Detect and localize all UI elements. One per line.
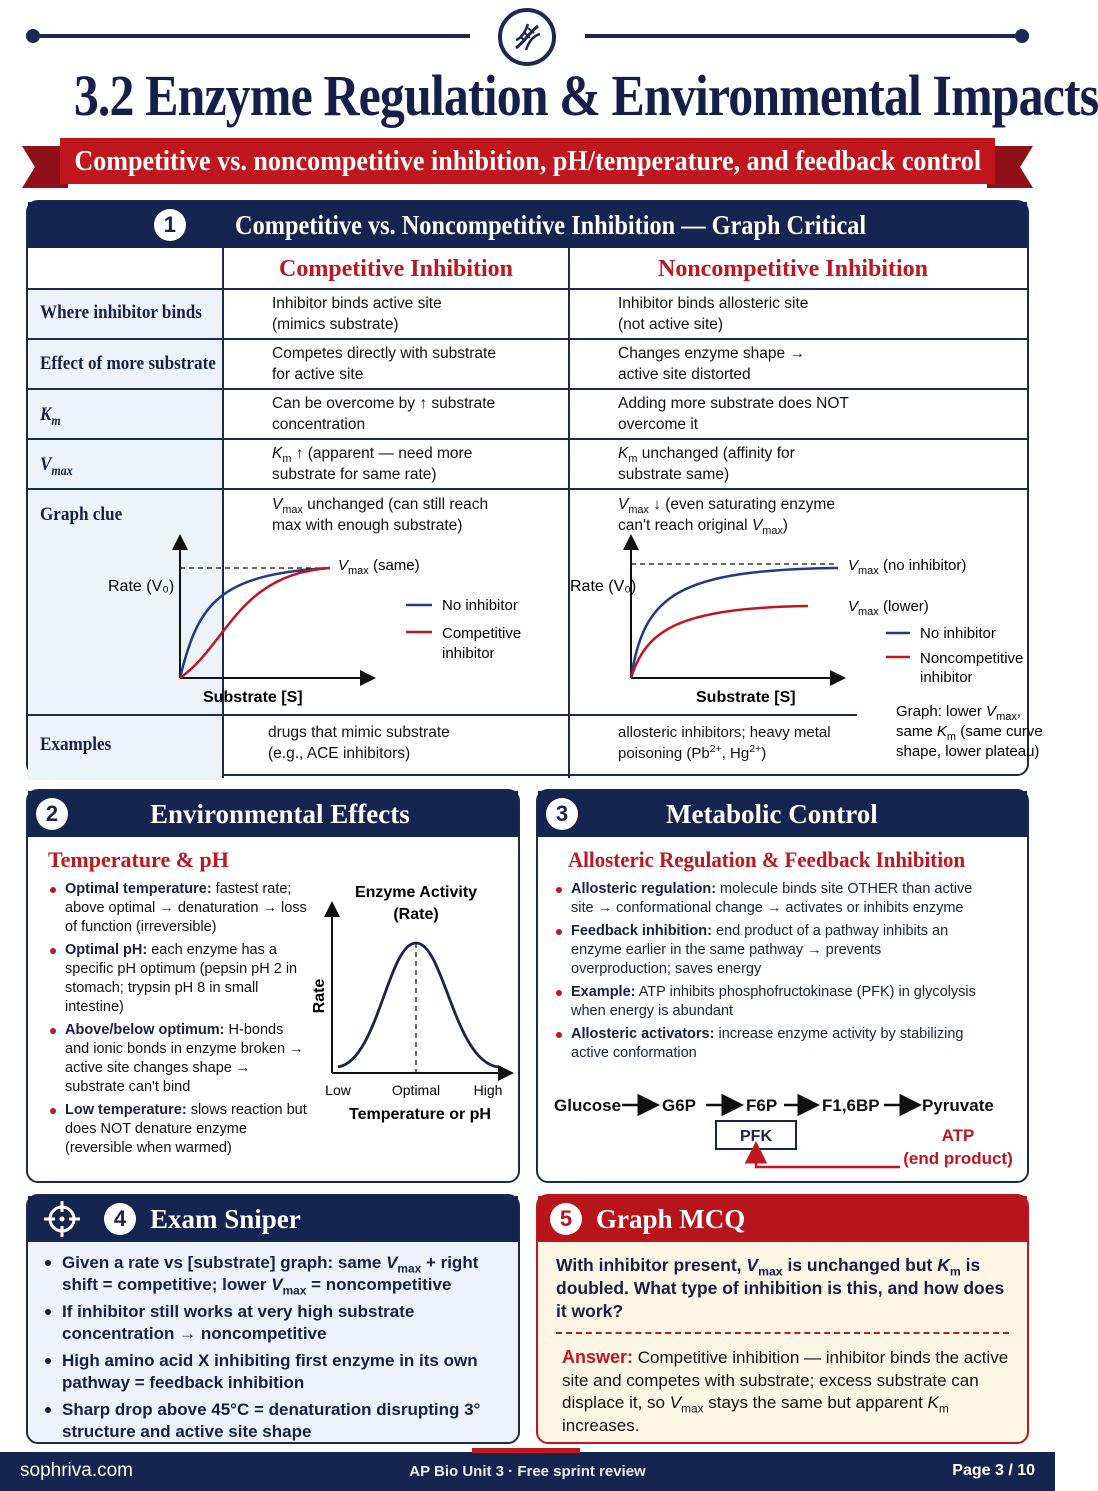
section-inhibition-comparison bbox=[26, 200, 1043, 776]
row-label-graph-clue: Graph clue bbox=[40, 504, 123, 525]
feedback-inhibition-arrow bbox=[756, 1151, 900, 1167]
pathway-step-f16bp: F1,6BP bbox=[822, 1096, 880, 1115]
cell-comp-graph-clue: $V_{max}$ unchanged (can still reach max with enough substrate) bbox=[272, 496, 489, 534]
cell-noncomp-binding: Inhibitor binds allosteric site (not active site) bbox=[618, 295, 809, 333]
section-5-header bbox=[538, 1196, 1027, 1242]
activity-curve bbox=[338, 943, 498, 1067]
cell-noncomp-examples: allosteric inhibitors; heavy metal poisoning ($Pb^{2+}$, $Hg^{2+}$) bbox=[618, 724, 831, 762]
x-axis-label: Substrate [S] bbox=[696, 689, 796, 706]
rule-dot-right bbox=[1015, 29, 1029, 43]
legend-noncompetitive-2: inhibitor bbox=[920, 669, 973, 686]
list-item: If inhibitor still works at very high substrate concentration → noncompetitive bbox=[42, 1301, 510, 1345]
graph-title-line2: (Rate) bbox=[393, 906, 439, 923]
metabolic-bullet-list bbox=[552, 880, 982, 1067]
section-title: Graph MCQ bbox=[596, 1203, 746, 1234]
section-3-header bbox=[538, 791, 1027, 837]
cell-comp-km: Can be overcome by ↑ substrate concentration bbox=[272, 395, 496, 433]
cell-comp-vmax: $K_m$ ↑ (apparent — need more substrate for same rate) bbox=[272, 445, 473, 483]
section-subtitle: Allosteric Regulation & Feedback Inhibition bbox=[568, 847, 966, 872]
list-item: Given a rate vs [substrate] graph: same $V_{max}$ + right shift = competitive; lower $V_{max}$ = noncompetitive bbox=[42, 1252, 510, 1296]
mcq-divider bbox=[556, 1332, 1009, 1334]
y-axis-label: Rate bbox=[311, 978, 328, 1014]
page-footer bbox=[0, 1452, 1055, 1491]
curve-noncompetitive-inhibitor bbox=[631, 606, 808, 678]
legend-no-inhibitor: No inhibitor bbox=[442, 597, 518, 614]
pathway-step-pyruvate: Pyruvate bbox=[922, 1096, 994, 1115]
crosshair-icon bbox=[42, 1199, 82, 1239]
footer-course: AP Bio Unit 3 · Free sprint review bbox=[409, 1463, 646, 1480]
section-title: Competitive vs. Noncompetitive Inhibition — Graph Critical bbox=[234, 209, 867, 240]
list-item: Optimal temperature: fastest rate; above optimal → denaturation → loss of function (irreversible) bbox=[46, 880, 308, 937]
vmax-lower-label: $V_{max}$ (lower) bbox=[848, 598, 929, 618]
page-subtitle: Competitive vs. noncompetitive inhibition, pH/temperature, and feedback control bbox=[74, 144, 981, 177]
section-number: 5 bbox=[550, 1203, 582, 1235]
legend-noncompetitive: Noncompetitive bbox=[920, 650, 1024, 667]
footer-page-number: Page 3 / 10 bbox=[952, 1462, 1035, 1479]
tick-low: Low bbox=[325, 1082, 351, 1098]
row-label-binding-site: Where inhibitor binds bbox=[40, 302, 202, 323]
cell-comp-binding: Inhibitor binds active site (mimics substrate) bbox=[272, 295, 442, 333]
section-environmental-effects bbox=[26, 789, 520, 1183]
section-title: Environmental Effects bbox=[150, 798, 410, 829]
list-item: Low temperature: slows reaction but does NOT denature enzyme (reversible when warmed) bbox=[46, 1101, 308, 1158]
legend-competitive-2: inhibitor bbox=[442, 645, 495, 662]
tick-optimal: Optimal bbox=[391, 1082, 441, 1098]
glycolysis-pathway-diagram bbox=[538, 1087, 1028, 1181]
row-label-km: $K_m$ bbox=[40, 404, 61, 428]
section-1-header bbox=[28, 202, 1027, 248]
vmax-same-label: $V_{max}$ (same) bbox=[338, 557, 420, 577]
competitive-inhibition-graph bbox=[98, 534, 548, 710]
col-header-competitive: Competitive Inhibition bbox=[278, 256, 514, 282]
legend-no-inhibitor: No inhibitor bbox=[920, 625, 996, 642]
y-axis-label: Rate (V₀) bbox=[108, 578, 175, 595]
section-number: 4 bbox=[104, 1203, 136, 1235]
row-label-substrate-effect: Effect of more substrate bbox=[40, 353, 216, 374]
col-header-noncompetitive: Noncompetitive Inhibition bbox=[657, 256, 929, 282]
exam-sniper-list bbox=[42, 1252, 510, 1448]
page-title: 3.2 Enzyme Regulation & Environmental Impacts bbox=[73, 63, 1098, 128]
pathway-step-f6p: F6P bbox=[746, 1096, 778, 1115]
list-item: Example: ATP inhibits phosphofructokinase (PFK) in glycolysis when energy is abundant bbox=[552, 983, 982, 1021]
section-title: Metabolic Control bbox=[666, 798, 878, 829]
enzyme-activity-graph bbox=[308, 881, 518, 1131]
legend-competitive: Competitive bbox=[442, 625, 522, 642]
section-4-header bbox=[28, 1196, 518, 1242]
environment-bullet-list bbox=[46, 880, 308, 1162]
pathway-step-glucose: Glucose bbox=[554, 1096, 622, 1115]
divider bbox=[28, 488, 1027, 490]
cell-comp-examples: drugs that mimic substrate (e.g., ACE inhibitors) bbox=[268, 724, 450, 762]
answer-label: Answer: bbox=[562, 1347, 634, 1367]
section-number: 1 bbox=[154, 209, 186, 241]
divider bbox=[28, 388, 1027, 390]
list-item: Above/below optimum: H-bonds and ionic bonds in enzyme broken → active site changes shape → substrate can't bind bbox=[46, 1021, 308, 1097]
x-axis-label: Temperature or pH bbox=[349, 1106, 491, 1123]
cell-noncomp-vmax: $K_m$ unchanged (affinity for substrate same) bbox=[618, 445, 795, 483]
section-2-header bbox=[28, 791, 518, 837]
list-item: Allosteric activators: increase enzyme activity by stabilizing active conformation bbox=[552, 1025, 982, 1063]
end-product-label: (end product) bbox=[903, 1149, 1013, 1168]
graph-title-line1: Enzyme Activity bbox=[354, 884, 478, 901]
section-metabolic-control bbox=[536, 789, 1029, 1183]
atp-label: ATP bbox=[941, 1126, 975, 1145]
section-exam-sniper bbox=[26, 1194, 520, 1444]
divider bbox=[28, 288, 1027, 290]
list-item: Optimal pH: each enzyme has a specific pH optimum (pepsin pH 2 in stomach; trypsin pH 8 in small intestine) bbox=[46, 941, 308, 1017]
curve-no-inhibitor bbox=[631, 568, 838, 678]
rule-line-right bbox=[585, 34, 1025, 38]
footer-site[interactable]: sophriva.com bbox=[20, 1460, 133, 1481]
pfk-label: PFK bbox=[740, 1128, 772, 1145]
cell-noncomp-km: Adding more substrate does NOT overcome it bbox=[618, 395, 849, 433]
rule-line-left bbox=[30, 34, 470, 38]
y-axis-label: Rate (V₀) bbox=[570, 578, 637, 595]
curve-no-inhibitor bbox=[180, 568, 330, 678]
divider bbox=[28, 714, 222, 716]
cell-comp-substrate: Competes directly with substrate for active site bbox=[272, 345, 496, 383]
list-item: Sharp drop above 45°C = denaturation disrupting 3° structure and active site shape bbox=[42, 1399, 510, 1443]
mcq-answer: Answer: Competitive inhibition — inhibitor binds the active site and competes with substrate; excess substrate can displace it, so $V_{max}$ stays the same but apparent $K_m$ increases. bbox=[562, 1347, 1009, 1435]
x-axis-label: Substrate [S] bbox=[203, 689, 303, 706]
graph-note-line3: shape, lower plateau) bbox=[896, 743, 1040, 760]
noncompetitive-inhibition-graph bbox=[568, 534, 1043, 778]
ribbon-band bbox=[60, 138, 995, 184]
curve-competitive-inhibitor bbox=[180, 568, 330, 678]
section-number: 3 bbox=[546, 798, 578, 830]
divider bbox=[28, 438, 1027, 440]
section-title: Exam Sniper bbox=[150, 1203, 301, 1234]
divider bbox=[28, 338, 1027, 340]
list-item: High amino acid X inhibiting first enzyme in its own pathway = feedback inhibition bbox=[42, 1350, 510, 1394]
mcq-question: With inhibitor present, $V_{max}$ is unchanged but $K_m$ is doubled. What type of inhibition is this, and how does it work? bbox=[556, 1255, 1005, 1321]
graph-note-line1: Graph: lower $V_{max}$, bbox=[896, 703, 1022, 723]
dna-icon bbox=[498, 8, 556, 66]
graph-note-line2: same $K_m$ (same curve bbox=[896, 723, 1043, 743]
cell-noncomp-graph-clue: $V_{max}$ ↓ (even saturating enzyme can't reach original $V_{max}$) bbox=[618, 496, 835, 538]
subtitle-ribbon bbox=[30, 138, 1025, 186]
section-subtitle: Temperature & pH bbox=[48, 847, 229, 872]
list-item: Allosteric regulation: molecule binds site OTHER than active site → conformational change → activates or inhibits enzyme bbox=[552, 880, 982, 918]
row-label-examples: Examples bbox=[40, 734, 112, 755]
vmax-no-inhibitor-label: $V_{max}$ (no inhibitor) bbox=[848, 557, 967, 577]
section-number: 2 bbox=[36, 798, 68, 830]
tick-high: High bbox=[473, 1082, 503, 1098]
list-item: Feedback inhibition: end product of a pathway inhibits an enzyme earlier in the same pathway → prevents overproduction; saves energy bbox=[552, 922, 982, 979]
pathway-step-g6p: G6P bbox=[662, 1096, 697, 1115]
section-graph-mcq bbox=[536, 1194, 1029, 1444]
cell-noncomp-substrate: Changes enzyme shape → active site distorted bbox=[618, 345, 805, 383]
footer-accent bbox=[472, 1448, 580, 1453]
row-label-vmax: $V_{max}$ bbox=[40, 454, 73, 478]
